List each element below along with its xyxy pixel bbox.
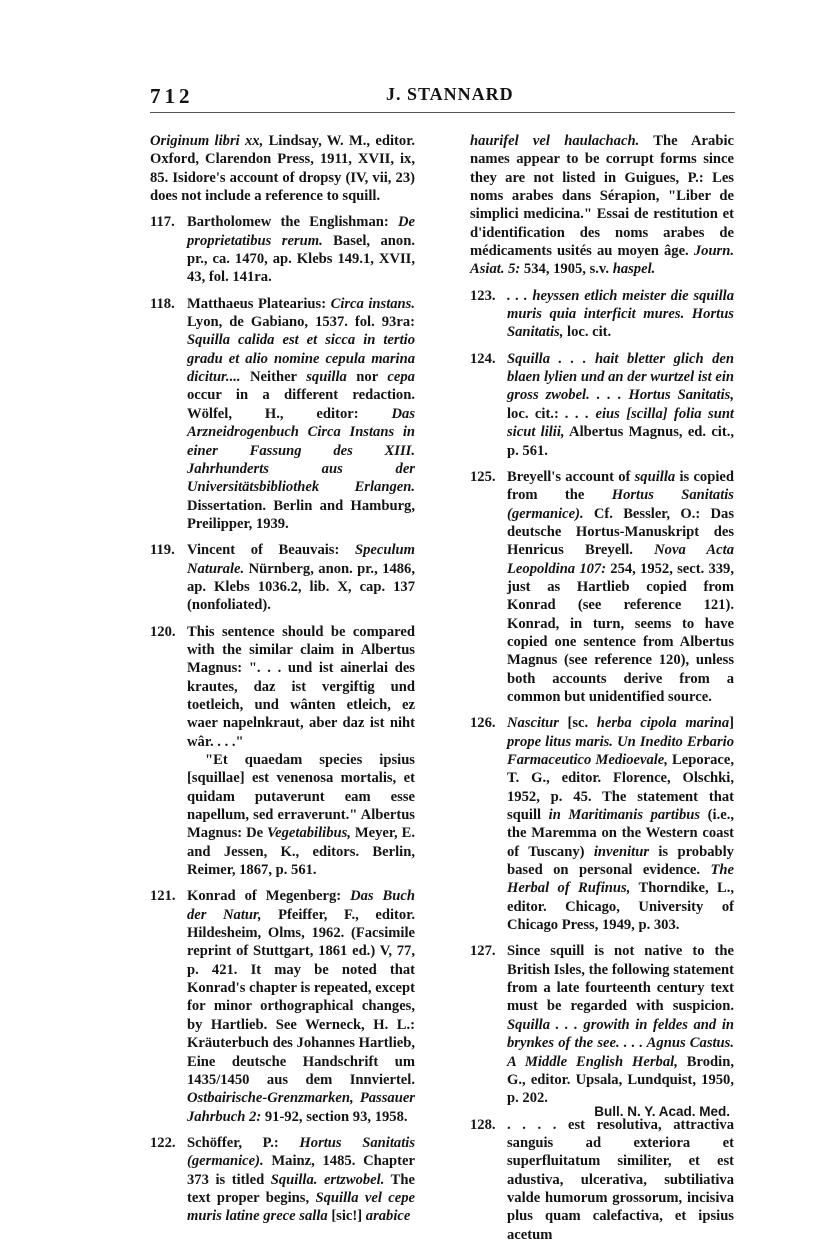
text-run: Cf. Bessler, O.: Das deutsche Hortus-Manuskript des Henricus Breyell. bbox=[507, 505, 734, 559]
italic-text: Nascitur bbox=[507, 715, 559, 732]
reference-text bbox=[187, 213, 415, 286]
italic-text: herba cipola marina bbox=[596, 715, 730, 732]
italic-text: Speculum Naturale. bbox=[187, 542, 415, 577]
text-run: Lindsay, W. M., editor. Oxford, Clarendon Press, 1911, XVII, ix, 85. Isidore's account of dropsy (IV, vii, 23) does not include a reference to squill. bbox=[150, 133, 415, 205]
text-run: Konrad of Megenberg: bbox=[187, 888, 351, 905]
running-header-author: J. STANNARD bbox=[386, 84, 514, 104]
notes-list bbox=[470, 287, 734, 1244]
reference-number: 120. bbox=[150, 623, 176, 640]
italic-text: arabice bbox=[365, 1208, 411, 1225]
text-run: occur in a different redaction. Wölfel, H., editor: bbox=[187, 387, 415, 422]
page-number: 712 bbox=[150, 84, 194, 108]
italic-text: Squilla . . . hait bletter glich den blaen lylien und an der wurtzel ist ein gross zwobel. . . . Hortus Sanitatis, bbox=[507, 350, 734, 404]
reference-note bbox=[150, 887, 415, 1125]
italic-text: squilla bbox=[306, 369, 347, 386]
reference-note bbox=[470, 714, 734, 934]
reference-text bbox=[507, 714, 734, 934]
italic-text: prope litus maris. Un Inedito Erbario Farmaceutico Medioevale, bbox=[507, 733, 734, 768]
reference-text bbox=[507, 287, 734, 342]
reference-text bbox=[507, 468, 734, 706]
italic-text: Squilla calida est et sicca in tertio gradu et alio nomine cepula marina dicitur.... bbox=[187, 332, 415, 386]
italic-text: haspel. bbox=[612, 261, 656, 278]
italic-text: invenitur bbox=[593, 843, 650, 860]
text-run: Albertus Magnus, ed. cit., p. 561. bbox=[507, 424, 735, 459]
reference-note bbox=[470, 468, 734, 706]
reference-number: 126. bbox=[470, 715, 496, 732]
italic-text: haurifel vel haulachach. bbox=[470, 133, 640, 149]
text-run: loc. cit.: bbox=[507, 405, 566, 422]
text-run: loc. cit. bbox=[563, 324, 612, 341]
reference-note bbox=[470, 1116, 734, 1244]
italic-text: Vegetabilibus, bbox=[267, 825, 351, 842]
text-run: Thorndike, L., editor. Chicago, University of Chicago Press, 1949, p. 303. bbox=[507, 880, 734, 934]
reference-number: 125. bbox=[470, 468, 496, 485]
italic-text: De proprietatibus rerum. bbox=[187, 214, 415, 249]
journal-footer: Bull. N. Y. Acad. Med. bbox=[594, 1104, 730, 1119]
text-run: nor bbox=[346, 369, 388, 386]
reference-quote bbox=[187, 751, 415, 879]
text-run: Nürnberg, anon. pr., 1486, ap. Klebs 1036.2, lib. X, cap. 137 (nonfoliated). bbox=[187, 560, 415, 614]
reference-note bbox=[150, 213, 415, 286]
reference-number: 122. bbox=[150, 1134, 176, 1151]
italic-text: Journ. Asiat. 5: bbox=[470, 243, 734, 278]
text-run: Brodin, G., editor. Upsala, Lundquist, 1950, p. 202. bbox=[507, 1053, 734, 1107]
text-run: 254, 1952, sect. 339, just as Hartlieb copied from Konrad (see reference 121). Konrad, in turn, seems to have copied one sentence from Albertus Magnus (see reference 120), unless both accounts derive from a common but unidentified source. bbox=[507, 560, 734, 705]
text-run: . . . . est resolutiva, attractiva sanguis ad exteriora et superfluitatum similiter, et est adustiva, ulcerativa, subtiliativa valde humorum grossorum, incisiva plus quam calefactiva, et ipsius acetum bbox=[507, 1116, 734, 1243]
reference-text bbox=[187, 295, 415, 533]
italic-text: cepa bbox=[387, 369, 415, 386]
reference-note bbox=[150, 541, 415, 614]
reference-number: 128. bbox=[470, 1116, 496, 1133]
text-run: [sc. bbox=[558, 715, 597, 732]
text-run: The text proper begins, bbox=[187, 1171, 415, 1206]
text-run: [sic!] bbox=[327, 1208, 366, 1225]
reference-note bbox=[150, 1134, 415, 1226]
text-run: Dissertation. Berlin and Hamburg, Preilipper, 1939. bbox=[187, 497, 415, 532]
italic-text: Ostbairische-Grenzmarken, Passauer Jahrbuch 2: bbox=[187, 1090, 415, 1125]
text-run: is copied from the bbox=[507, 468, 734, 504]
reference-note bbox=[150, 623, 415, 880]
text-run: is probably based on personal evidence. bbox=[507, 843, 734, 879]
reference-number: 123. bbox=[470, 287, 496, 304]
text-run: Matthaeus Platearius: bbox=[187, 295, 331, 312]
notes-list bbox=[150, 213, 415, 1225]
text-run: Vincent of Beauvais: bbox=[187, 542, 355, 559]
reference-note bbox=[470, 287, 734, 342]
italic-text: Hortus Sanitatis (germanice). bbox=[187, 1134, 415, 1170]
text-run: "Et quaedam species ipsius [squillae] est venenosa mortalis, et quidam putaverunt eam esse napellum, sed erraverunt." Albertus Magnus: De bbox=[187, 752, 415, 842]
reference-number: 121. bbox=[150, 888, 176, 905]
reference-number: 127. bbox=[470, 943, 496, 960]
reference-text bbox=[507, 1116, 734, 1244]
text-run: ] bbox=[729, 715, 734, 732]
italic-text: Das Buch der Natur, bbox=[187, 888, 415, 923]
reference-text bbox=[187, 623, 415, 751]
reference-text bbox=[187, 887, 415, 1125]
italic-text: . . . heyssen etlich meister die squilla muris quia interficit mures. Hortus Sanitatis, bbox=[507, 287, 734, 341]
reference-number: 124. bbox=[470, 350, 496, 367]
italic-text: Circa instans. bbox=[330, 295, 415, 312]
text-run: Mainz, 1485. Chapter 373 is titled bbox=[187, 1153, 415, 1188]
reference-number: 118. bbox=[150, 295, 175, 312]
reference-text bbox=[187, 541, 415, 614]
italic-text: Das Arzneidrogenbuch Circa Instans in einer Fassung des XIII. Jahrhunderts aus der Universitätsbibliothek Erlangen. bbox=[187, 405, 415, 496]
continued-reference bbox=[150, 132, 415, 205]
reference-number: 119. bbox=[150, 542, 175, 559]
reference-text bbox=[507, 942, 734, 1107]
text-run: Breyell's account of bbox=[507, 468, 635, 485]
reference-text bbox=[507, 350, 734, 460]
italic-text: Squilla. ertzwobel. bbox=[270, 1171, 385, 1188]
italic-text: Originum libri xx, bbox=[150, 133, 264, 149]
left-column bbox=[150, 132, 415, 1226]
reference-note bbox=[150, 295, 415, 533]
reference-note bbox=[470, 942, 734, 1107]
italic-text: Squilla vel cepe muris latine grece salla bbox=[187, 1189, 416, 1225]
text-run: Since squill is not native to the British Isles, the following statement from a late fourteenth century text must be regarded with suspicion. bbox=[507, 943, 734, 1015]
italic-text: in Maritimanis partibus bbox=[548, 807, 701, 824]
header-divider bbox=[150, 112, 735, 113]
italic-text: Hortus Sanitatis (germanice). bbox=[507, 487, 734, 522]
italic-text: squilla bbox=[634, 468, 676, 485]
text-run: Schöffer, P.: bbox=[187, 1134, 300, 1151]
text-run: Pfeiffer, F., editor. Hildesheim, Olms, 1962. (Facsimile reprint of Stuttgart, 1861 ed.) V, 77, p. 421. It may be noted that Konrad's chapter is repeated, except for minor orthographical changes, by Hartlieb. See Werneck, H. L.: Kräuterbuch des Johannes Hartlieb, Eine deutsche Handschrift um 1435/1450 aus dem Innviertel. bbox=[187, 906, 415, 1088]
text-run: Basel, anon. pr., ca. 1470, ap. Klebs 149.1, XVII, 43, fol. 141ra. bbox=[187, 232, 415, 286]
text-run: 91-92, section 93, 1958. bbox=[261, 1108, 408, 1125]
text-run: Meyer, E. and Jessen, K., editors. Berlin, Reimer, 1867, p. 561. bbox=[187, 825, 415, 879]
reference-note bbox=[470, 350, 734, 460]
text-run: The Arabic names appear to be corrupt forms since they are not listed in Guigues, P.: Les noms arabes dans Sérapion, "Liber de simplici medicina." Essai de restitution et d'identification des noms arabes de médicaments usités au moyen âge. bbox=[470, 133, 734, 260]
italic-text: Squilla . . . growith in feldes and in brynkes of the see. . . . Agnus Castus. A Middle English Herbal, bbox=[507, 1016, 734, 1070]
text-run: This sentence should be compared with the similar claim in Albertus Magnus: ". . . und ist ainerlai des krautes, daz ist vergiftig und toetleich, und wânten etleich, ez waer napelnkraut, aber daz ist niht wâr. . . ." bbox=[187, 623, 415, 750]
reference-text bbox=[187, 1134, 415, 1226]
italic-text: Nova Acta Leopoldina 107: bbox=[507, 542, 734, 577]
text-run: Bartholomew the Englishman: bbox=[187, 214, 398, 231]
text-run: Lyon, de Gabiano, 1537. fol. 93ra: bbox=[187, 314, 415, 331]
text-run: Leporace, T. G., editor. Florence, Olschki, 1952, p. 45. The statement that squill bbox=[507, 752, 734, 824]
italic-text: . . . eius [scilla] folia sunt sicut lilii, bbox=[507, 405, 734, 441]
text-run: Neither bbox=[240, 369, 307, 386]
right-column bbox=[470, 132, 734, 1244]
reference-number: 117. bbox=[150, 214, 175, 231]
text-run: (i.e., the Maremma on the Western coast of Tuscany) bbox=[507, 807, 734, 860]
text-run: 534, 1905, s.v. bbox=[520, 261, 613, 278]
continued-reference bbox=[470, 132, 734, 279]
italic-text: The Herbal of Rufinus, bbox=[507, 862, 734, 897]
